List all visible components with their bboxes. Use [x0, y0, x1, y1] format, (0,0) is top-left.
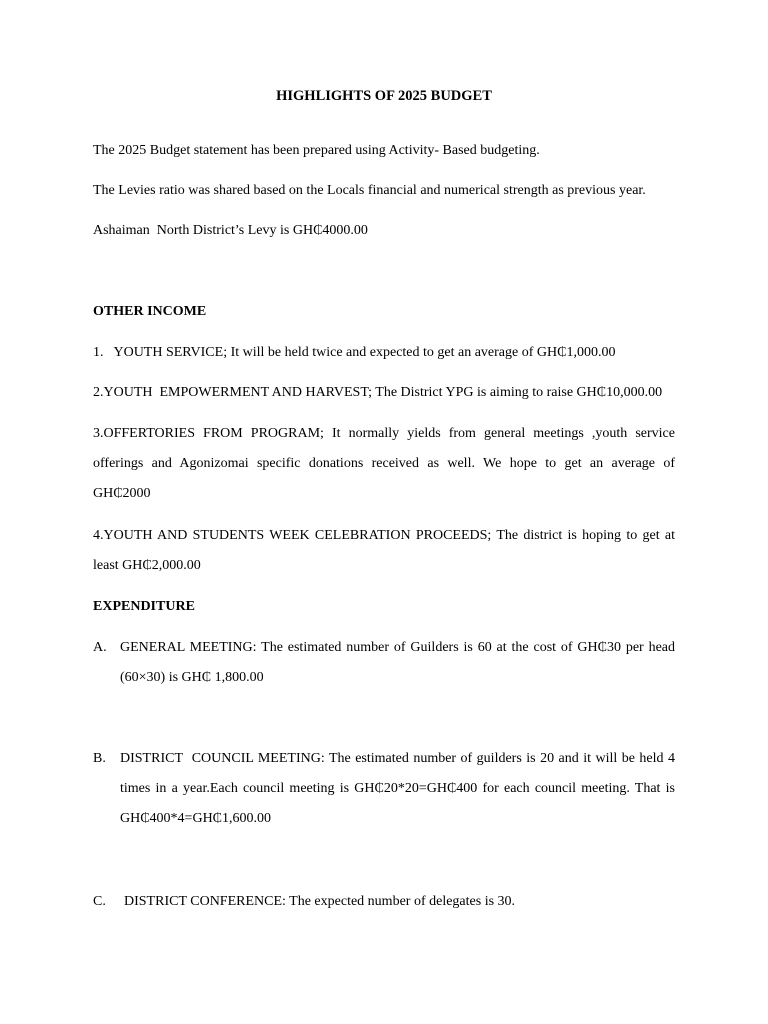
- expenditure-item-c-letter: C.: [93, 894, 106, 909]
- intro-paragraph-3: Ashaiman North District’s Levy is GH₵4000.00: [93, 223, 368, 238]
- expenditure-item-b-line-2: times in a year.Each council meeting is GH₵20*20=GH₵400 for each council meeting. That is: [120, 781, 675, 796]
- other-income-item-2: 2.YOUTH EMPOWERMENT AND HARVEST; The District YPG is aiming to raise GH₵10,000.00: [93, 385, 663, 400]
- expenditure-item-a-line-2: (60×30) is GH₵ 1,800.00: [120, 670, 264, 685]
- other-income-item-4-line-1: 4.YOUTH AND STUDENTS WEEK CELEBRATION PROCEEDS; The district is hoping to get at: [93, 528, 675, 543]
- other-income-item-3-line-2: offerings and Agonizomai specific donations received as well. We hope to get an average of: [93, 456, 675, 471]
- expenditure-item-b-line-1: DISTRICT COUNCIL MEETING: The estimated number of guilders is 20 and it will be held 4: [120, 751, 675, 766]
- other-income-heading: OTHER INCOME: [93, 304, 207, 319]
- intro-paragraph-2: The Levies ratio was shared based on the Locals financial and numerical strength as previous year.: [93, 183, 646, 198]
- expenditure-item-a-letter: A.: [93, 640, 107, 655]
- other-income-item-1: 1. YOUTH SERVICE; It will be held twice and expected to get an average of GH₵1,000.00: [93, 345, 616, 360]
- expenditure-item-a-line-1: GENERAL MEETING: The estimated number of Guilders is 60 at the cost of GH₵30 per head: [120, 640, 675, 655]
- expenditure-heading: EXPENDITURE: [93, 599, 195, 614]
- intro-paragraph-1: The 2025 Budget statement has been prepared using Activity- Based budgeting.: [93, 143, 540, 158]
- document-title: HIGHLIGHTS OF 2025 BUDGET: [276, 88, 492, 104]
- other-income-item-3: [93, 425, 675, 503]
- expenditure-item-c-line-1: DISTRICT CONFERENCE: The expected number of delegates is 30.: [124, 894, 516, 909]
- expenditure-item-b-letter: B.: [93, 751, 106, 766]
- expenditure-item-b: [120, 750, 675, 828]
- other-income-item-3-line-3: GH₵2000: [93, 486, 151, 501]
- expenditure-item-b-line-3: GH₵400*4=GH₵1,600.00: [120, 811, 272, 826]
- other-income-item-3-line-1: 3.OFFERTORIES FROM PROGRAM; It normally yields from general meetings ,youth service: [93, 426, 675, 441]
- other-income-item-4: [93, 527, 675, 575]
- other-income-item-4-line-2: least GH₵2,000.00: [93, 558, 201, 573]
- expenditure-item-a: [120, 639, 675, 687]
